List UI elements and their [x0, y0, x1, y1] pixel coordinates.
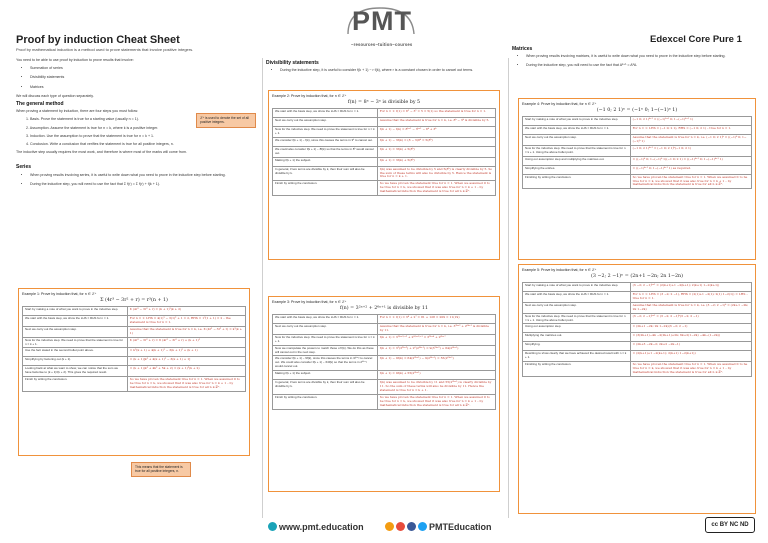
- topics-outro: We will discuss each type of question separately.: [16, 93, 94, 98]
- step-explanation: Now for the inductive step. We need to prove that the statement is true for n = k + 1. Using the above bullet point.: [523, 313, 631, 324]
- table-row: [23, 337, 246, 348]
- step-working: f(k + 1) − 3f(k) = (8 − 3)8ᵏ = 5(8ᵏ): [377, 137, 495, 146]
- list-item: • When proving results involving matrices, it is useful to write down what you need to prove in the inductive step before starting.: [526, 54, 756, 59]
- table-row: [273, 315, 496, 324]
- table-row: [23, 348, 246, 357]
- step-explanation: Finishing by writing the conclusion.: [523, 362, 631, 377]
- step-working: f(k + 1) = 3²(3²ᵏ⁺²) + 2⁶(2⁶ᵏ⁺¹) = 9(3²ᵏ⁺²) + 64(2⁶ᵏ⁺¹): [377, 345, 495, 356]
- step-working: Assume that the statement is true for n = k, i.e. (3 −2; 2 −1)ᵏ = (2k+1 −2k; 2k 1−2k): [630, 302, 751, 313]
- step-working: f(k + 1) = 3f(k) + 5(8ᵏ): [377, 146, 495, 157]
- page-subtitle: Proof by mathematical induction is a method used to prove statements that involve positive integers.: [16, 47, 194, 52]
- step-working: = (2k+3 −2k−2; 2k+2 −2k−1): [630, 342, 751, 351]
- table-row: [523, 165, 752, 174]
- globe-icon: [268, 522, 277, 531]
- step-working: For n = 1: f(1) = 8¹ − 3¹ = 5 = 5(1) so the statement is true for n = 1.: [377, 109, 495, 118]
- table-row: [23, 307, 246, 316]
- step-working: = (2(k+1)+1 −2(k+1); 2(k+1) 1−2(k+1)): [630, 351, 751, 362]
- step-working: (−1 0; 2 1)ᵏ⁺¹ = (−1 0; 2 1)ᵏ(−1 0; 2 1): [630, 145, 751, 156]
- table-row: [273, 109, 496, 118]
- method-step: 1. Basis. Prove the statement is true for a starting value (usually n = 1).: [26, 117, 139, 122]
- method-step: 4. Conclusion. Write a conclusion that verifies the statement is true for all positive integers, n.: [26, 142, 174, 147]
- footer-social[interactable]: [385, 522, 492, 532]
- list-item: • Divisibility statements: [30, 75, 256, 80]
- column-divider: [262, 58, 263, 518]
- table-row: [523, 324, 752, 333]
- example-formula: Σ (4r³ − 3r² + r) = r³(n + 1): [100, 298, 168, 303]
- step-working: = (k + 1)[k³ + 4(k + 1)² − 3(k + 1) + 1]: [127, 357, 245, 366]
- logo-text: PMT: [352, 6, 412, 36]
- table-row: [523, 126, 752, 135]
- table-row: [273, 146, 496, 157]
- twitter-icon[interactable]: [418, 522, 427, 531]
- step-explanation: Finishing by writing the conclusion.: [523, 174, 631, 189]
- example-formula: (−1 0; 2 1)ⁿ = (−1ⁿ 0; 1−(−1)ⁿ 1): [596, 108, 678, 113]
- list-item: • Summation of series: [30, 66, 256, 71]
- table-row: [23, 316, 246, 327]
- step-working: Assume that the statement is true for n = k, i.e. 3²ᵏ⁺² + 2⁶ᵏ⁺¹ is divisible by 11.: [377, 324, 495, 335]
- step-working: For n = 1: LHS = (3 −2; 2 −1), RHS = (2(1)+1 −2(1); 2(1) 1−2(1)) = LHS – true for n = 1.: [630, 292, 751, 303]
- instagram-icon[interactable]: [385, 522, 394, 531]
- table-row: [523, 283, 752, 292]
- example-steps-table: [522, 282, 752, 377]
- social-handle: PMTEducation: [429, 522, 492, 532]
- step-working: For n = 1: LHS = 4(1)³ − 3(1)² + 1 = 2, RHS = 1³(1 + 1) = 2 – the statement is true for n = 1.: [127, 316, 245, 327]
- example-formula: f(n) = 3²ⁿ⁺² + 2⁶ⁿ⁺¹ is divisible by 11: [339, 306, 429, 311]
- table-row: [523, 135, 752, 146]
- example-formula: (3 −2; 2 −1)ⁿ = (2n+1 −2n; 2n 1−2n): [591, 274, 683, 279]
- series-bullets: [16, 173, 256, 187]
- step-explanation: We could also consider f(k + 1) − 8f(k) so that the terms in 8ᵏ would cancel out.: [273, 146, 378, 157]
- example-steps-table: [272, 108, 496, 196]
- step-explanation: We consider f(k + 1) − f(k), since this causes the terms in 3ᵏ to cancel out.: [273, 137, 378, 146]
- example-title: Example 2: Prove by induction that, for n ∈ ℤ⁺: [272, 94, 347, 98]
- step-working: (3 −2; 2 −1)ᵏ⁺¹ = (3 −2; 2 −1)ᵏ(3 −2; 2 −1): [630, 313, 751, 324]
- step-working: Assume that the statement is true for n = k, i.e. Σ (4r³ − 3r² + r) = k³(k + 1): [127, 326, 245, 337]
- step-explanation: Looking back at what we want to show, we can notice that the sum we have factorise to (k + 1)³(k + 2). This gives the required result.: [23, 366, 128, 377]
- step-explanation: Next we carry out the assumption step.: [23, 326, 128, 337]
- example-title: Example 1: Prove by induction that, for n ∈ ℤ⁺: [22, 292, 97, 296]
- table-row: [523, 117, 752, 126]
- step-working: = ((−1)ᵏ 0; 1−(−1)ᵏ 1)(−1 0; 2 1) = ((−1)ᵏ⁺¹ 0; 1−(−1)ᵏ⁺¹ 1): [630, 156, 751, 165]
- step-working: = (3(2k+1)−4k −2(2k+1)+2k; 6k+2(1−2k) −4k−(1−2k)): [630, 333, 751, 342]
- positive-integers-note: ℤ⁺ is used to denote the set of all positive integers.: [196, 113, 256, 128]
- step-explanation: Simplifying by factoring out (k + 1).: [23, 357, 128, 366]
- table-row: [273, 166, 496, 181]
- matrices-bullets: [512, 54, 756, 68]
- list-item: • During the inductive step, you will need to use the fact that Σ f(r) = Σ f(r) + f(k + 1).: [30, 182, 256, 187]
- step-explanation: Finish by writing the conclusion.: [273, 394, 378, 409]
- list-item: • Matrices: [30, 85, 256, 90]
- intro-text: You need to be able to use proof by induction to prove results that involve:: [16, 58, 134, 62]
- step-working: Assume that the statement is true for n = k, i.e. (−1 0; 2 1)ᵏ = ((−1)ᵏ 0; 1−(−1)ᵏ 1): [630, 135, 751, 146]
- step-working: So we have proven the statement true for n = 1. When we assumed it to be true for n = k, we showed that it was also true for n = k + 1 – by mathematical induction the statement is true for all n ∈ ℤ⁺.: [630, 362, 751, 377]
- step-working: (3 −2; 2 −1)ᵏ⁺¹ = (2(k+1)+1 −2(k+1); 2(k+1) 1−2(k+1)): [630, 283, 751, 292]
- step-working: For n = 1: f(1) = 3⁴ + 2⁷ = 81 + 128 = 209 = 11(19): [377, 315, 495, 324]
- step-explanation: Now for the inductive step. We need to prove the statement is true for n = k + 1.: [273, 334, 378, 345]
- table-row: [273, 118, 496, 127]
- example-steps-table: [272, 314, 496, 410]
- step-working: f(k + 1) = 3²⁽ᵏ⁺¹⁾⁺² + 2⁶⁽ᵏ⁺¹⁾⁺¹ = 3²ᵏ⁺⁴ + 2⁶ᵏ⁺⁷: [377, 334, 495, 345]
- logo-tagline: ~resources~tuition~courses: [351, 42, 413, 47]
- matrices-heading: Matrices: [512, 46, 533, 52]
- column-matrices: [512, 44, 756, 73]
- table-row: [23, 357, 246, 366]
- column-divisibility: [266, 58, 502, 77]
- step-explanation: Start by making a note of what you want to prove in the inductive step.: [23, 307, 128, 316]
- table-row: [273, 394, 496, 409]
- step-explanation: Rewriting to show clearly that we have achieved the desired result with n = k + 1.: [523, 351, 631, 362]
- youtube-icon[interactable]: [396, 522, 405, 531]
- example-1-box: [18, 288, 250, 456]
- course-label: Edexcel Core Pure 1: [650, 34, 742, 45]
- example-4-box: [518, 98, 756, 260]
- divisibility-heading: Divisibility statements: [266, 60, 319, 66]
- step-explanation: Using our assumption step and multiplying the matrices out.: [523, 156, 631, 165]
- page-title: Proof by induction Cheat Sheet: [16, 34, 180, 46]
- series-heading: Series: [16, 164, 32, 171]
- example-2-box: [268, 90, 500, 260]
- step-working: For n = 1: LHS = (−1 0; 2 1), RHS = (−1 0; 2 1) – true for n = 1.: [630, 126, 751, 135]
- step-explanation: Finish by writing the conclusion.: [23, 377, 128, 392]
- facebook-icon[interactable]: [407, 522, 416, 531]
- step-working: f(k) was assumed to be divisible by 5 and 5(8ᵏ) is clearly divisible by 5. So the sum of these terms will also be divisible by 5. Hence the statement is true for n = k + 1.: [377, 166, 495, 181]
- column-divider: [508, 58, 509, 518]
- table-row: [23, 366, 246, 377]
- step-explanation: Now for the inductive step. We need to prove that the statement is true for n = k + 1.: [23, 337, 128, 348]
- step-working: = ((−1)ᵏ⁺¹ 0; 1−(−1)ᵏ⁺¹ 1) as required.: [630, 165, 751, 174]
- step-explanation: We consider f(k + 1) − 9f(k), since this causes the terms in 3²ᵏ⁺² to cancel out. We could also consider f(k + 1) − 64f(k) so that the terms in 2⁶ᵏ⁺¹ would cancel out.: [273, 356, 378, 371]
- example-3-box: [268, 296, 500, 492]
- general-method-heading: The general method: [16, 101, 64, 108]
- table-row: [273, 345, 496, 356]
- table-row: [23, 377, 246, 392]
- step-explanation: Next we carry out the assumption step.: [273, 118, 378, 127]
- list-item: • When proving results involving series, it is useful to write down what you need to prove in the inductive step before starting.: [30, 173, 256, 178]
- step-working: So we have proven the statement true for n = 1. When we assumed it to be true for n = k, we showed that it was also true for n = k + 1 – by mathematical induction the statement is true for all n ∈ ℤ⁺.: [377, 181, 495, 196]
- step-working: So we have proven the statement true for n = 1. When we assumed it to be true for n = k, we showed that it was also true for n = k + 1 – by mathematical induction the statement is true for all n ∈ ℤ⁺.: [127, 377, 245, 392]
- table-row: [23, 326, 246, 337]
- step-working: So we have proven the statement true for n = 1. When we assumed it to be true for n = k, we showed that it was also true for n = k + 1 – by mathematical induction the statement is true for all n ∈ ℤ⁺.: [630, 174, 751, 189]
- step-working: = k³(k + 1) + 4(k + 1)³ − 3(k + 1)² + (k + 1): [127, 348, 245, 357]
- list-item: • During the inductive step, it is useful to consider f(k + 1) − r f(k), where r is a constant chosen in order to cancel out terms.: [280, 68, 502, 73]
- step-explanation: We start with the basis step, we show the LHS = RHS for n = 1.: [273, 109, 378, 118]
- table-row: [273, 137, 496, 146]
- step-working: f(k) was assumed to be divisible by 11 and 55(2⁶ᵏ⁺¹) is clearly divisible by 11. So the sum of these terms will also be divisible by 11. Hence the statement is true for n = k + 1.: [377, 380, 495, 395]
- conclusion-note: This means that the statement is true for all positive integers, n.: [131, 462, 191, 477]
- step-explanation: We start with the basis step, we show the LHS = RHS for n = 1.: [23, 316, 128, 327]
- step-explanation: In general, if two terms are divisible by k, then their sum will also be divisible by k.: [273, 380, 378, 395]
- step-explanation: Now for the inductive step. We need to prove that the statement is true for n = k + 1. Using the above bullet point.: [523, 145, 631, 156]
- step-explanation: In general, if two terms are divisible by k, then their sum will also be divisible by k.: [273, 166, 378, 181]
- table-row: [273, 356, 496, 371]
- table-row: [523, 302, 752, 313]
- example-5-box: [518, 264, 756, 514]
- list-item: • During the inductive step, you will need to use the fact that Aᵏ⁺¹ = AᵏA.: [526, 63, 756, 68]
- table-row: [523, 292, 752, 303]
- table-row: [273, 181, 496, 196]
- table-row: [523, 313, 752, 324]
- step-explanation: Use the fact stated in the second bullet point above.: [23, 348, 128, 357]
- step-explanation: Start by making a note of what you want to prove in the inductive step.: [523, 283, 631, 292]
- step-working: So we have proven the statement true for n = 1. When we assumed it to be true for n = k, we showed that it was also true for n = k + 1 – by mathematical induction the statement is true for all n ∈ ℤ⁺.: [377, 394, 495, 409]
- step-explanation: Simplifying.: [523, 342, 631, 351]
- step-working: f(k + 1) = 3f(k) + 5(8ᵏ): [377, 157, 495, 166]
- table-row: [273, 127, 496, 138]
- example-steps-table: [522, 116, 752, 189]
- topic-list: [16, 66, 256, 90]
- method-step: 2. Assumption. Assume the statement is true for n = k, where k is a positive integer.: [26, 125, 159, 130]
- example-steps-table: [22, 306, 246, 392]
- step-working: = (2k+1 −2k; 2k 1−2k)(3 −2; 2 −1): [630, 324, 751, 333]
- general-method-outro: The inductive step usually requires the most work, and therefore is where most of the marks will come from.: [16, 150, 187, 155]
- step-working: f(k + 1) = 9f(k) + 55(2⁶ᵏ⁺¹): [377, 371, 495, 380]
- table-row: [523, 174, 752, 189]
- step-explanation: Next we carry out the assumption step.: [273, 324, 378, 335]
- example-formula: f(n) = 8ⁿ − 3ⁿ is divisible by 5: [347, 100, 421, 105]
- table-row: [523, 333, 752, 342]
- table-row: [523, 156, 752, 165]
- step-explanation: We start with the basis step, we show the LHS = RHS for n = 1.: [523, 292, 631, 303]
- table-row: [273, 334, 496, 345]
- step-working: Σ (4r³ − 3r² + r) = Σ (4r³ − 3r² + r) + (k + 1)³: [127, 337, 245, 348]
- step-working: (−1 0; 2 1)ᵏ⁺¹ = ((−1)ᵏ⁺¹ 0; 1−(−1)ᵏ⁺¹ 1): [630, 117, 751, 126]
- step-explanation: Making f(k + 1) the subject.: [273, 371, 378, 380]
- step-explanation: We start with the basis step, we show the LHS = RHS for n = 1.: [273, 315, 378, 324]
- step-explanation: Finish by writing the conclusion.: [273, 181, 378, 196]
- step-explanation: Multiplying the matrices out.: [523, 333, 631, 342]
- table-row: [523, 362, 752, 377]
- method-step: 3. Induction. Use the assumption to prove that the statement is true for n = k + 1.: [26, 133, 155, 138]
- step-explanation: Now for the inductive step. We need to prove the statement is true for n = k + 1.: [273, 127, 378, 138]
- step-working: f(k + 1) − f(k) = 8ᵏ⁺¹ − 3ᵏ⁺¹ − 8ᵏ + 3ᵏ: [377, 127, 495, 138]
- step-explanation: Now we manipulate the powers to match those of f(k). We do this as these will cancel out in the next step.: [273, 345, 378, 356]
- step-explanation: Next we carry out the assumption step.: [523, 135, 631, 146]
- example-title: Example 4: Prove by induction that, for n ∈ ℤ⁺: [522, 102, 597, 106]
- footer-website[interactable]: [268, 522, 364, 532]
- step-explanation: Simplifying the entries.: [523, 165, 631, 174]
- step-working: = (k + 1)(k³ + 4k² + 5k + 2) = (k + 1)³(k + 2): [127, 366, 245, 377]
- step-working: f(k + 1) − 9f(k) = 64(2⁶ᵏ⁺¹) − 9(2⁶ᵏ⁺¹) = 55(2⁶ᵏ⁺¹): [377, 356, 495, 371]
- table-row: [273, 324, 496, 335]
- table-row: [523, 342, 752, 351]
- step-explanation: Next we carry out the assumption step.: [523, 302, 631, 313]
- creative-commons-badge: cc BY NC ND: [705, 517, 755, 533]
- step-explanation: Start by making a note of what you want to prove in the inductive step.: [523, 117, 631, 126]
- step-explanation: We start with the basis step, we show the LHS = RHS for n = 1.: [523, 126, 631, 135]
- table-row: [523, 145, 752, 156]
- example-title: Example 3: Prove by induction that, for n ∈ ℤ⁺: [272, 300, 347, 304]
- step-working: Assume that the statement is true for n = k, i.e. 8ᵏ − 3ᵏ is divisible by 5.: [377, 118, 495, 127]
- step-explanation: Using our assumption step.: [523, 324, 631, 333]
- example-title: Example 5: Prove by induction that, for n ∈ ℤ⁺: [522, 268, 597, 272]
- website-text: www.pmt.education: [279, 522, 364, 532]
- general-method-intro: When proving a statement by induction, there are four steps you must follow:: [16, 109, 139, 114]
- table-row: [273, 157, 496, 166]
- step-explanation: Making f(k + 1) the subject.: [273, 157, 378, 166]
- divisibility-bullets: [266, 68, 502, 73]
- table-row: [273, 371, 496, 380]
- table-row: [523, 351, 752, 362]
- step-working: Σ (4r³ − 3r² + r) = (k + 1)³(k + 2): [127, 307, 245, 316]
- table-row: [273, 380, 496, 395]
